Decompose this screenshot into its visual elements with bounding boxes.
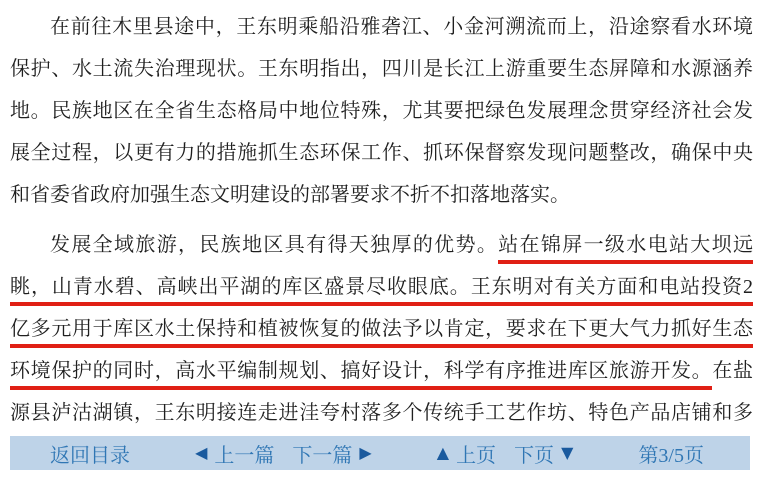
- text-line: [10, 6, 753, 48]
- text-segment: 保护、水土流失治理现状。王东明指出，四川是长江上游重要生态屏障和水源涵养: [10, 58, 753, 80]
- text-line: [10, 224, 753, 266]
- page-indicator: 第3/5页: [638, 444, 704, 467]
- text-line: [10, 350, 753, 392]
- text-line: [10, 132, 753, 174]
- prev-page-label: 上页: [456, 444, 497, 467]
- paragraph: [10, 224, 753, 434]
- red-underlined-text: 眺，山青水碧、高峡出平湖的库区盛景尽收眼底。王东明对有关方面和电站投资2: [10, 276, 753, 306]
- text-line: [10, 308, 753, 350]
- text-line: [10, 48, 753, 90]
- down-arrow-icon: ▼: [561, 443, 574, 462]
- text-line: [10, 90, 753, 132]
- text-segment: 展全过程，以更有力的措施抓生态环保工作、抓环保督察发现问题整改，确保中央: [10, 142, 753, 164]
- back-to-contents-label: 返回目录: [50, 444, 130, 467]
- up-arrow-icon: ▲: [436, 443, 450, 462]
- text-line: [10, 392, 753, 434]
- text-line: [10, 266, 753, 308]
- red-underlined-text: 亿多元用于库区水土保持和植被恢复的做法予以肯定，要求在下更大气力抓好生态: [10, 318, 753, 348]
- red-underlined-text: 站在锦屏一级水电站大坝远: [498, 234, 753, 264]
- prev-article-link[interactable]: [195, 439, 274, 468]
- text-segment: 发展全域旅游，民族地区具有得天独厚的优势。: [50, 234, 499, 256]
- prev-page-link[interactable]: [437, 439, 496, 468]
- text-line: [10, 174, 753, 216]
- reader-navbar: [10, 436, 750, 470]
- next-page-link[interactable]: [514, 439, 573, 468]
- text-segment: 和省委省政府加强生态文明建设的部署要求不折不扣落地落实。: [10, 184, 570, 206]
- back-to-contents-link[interactable]: [50, 439, 130, 468]
- left-arrow-icon: ◀: [195, 443, 208, 462]
- text-segment: 在盐: [712, 360, 754, 382]
- article-nav-group: [195, 439, 372, 468]
- next-article-label: 下一篇: [292, 444, 353, 467]
- text-segment: 地。民族地区在全省生态格局中地位特殊，尤其要把绿色发展理念贯穿经济社会发: [10, 100, 753, 122]
- next-page-label: 下页: [514, 444, 555, 467]
- right-arrow-icon: ▶: [359, 443, 372, 462]
- page-nav-group: [437, 439, 574, 468]
- next-article-link[interactable]: [292, 439, 371, 468]
- prev-article-label: 上一篇: [214, 444, 275, 467]
- paragraph: [10, 6, 753, 216]
- text-segment: 源县泸沽湖镇，王东明接连走进洼夸村落多个传统手工艺作坊、特色产品店铺和多: [10, 402, 753, 424]
- red-underlined-text: 环境保护的同时，高水平编制规划、搞好设计，科学有序推进库区旅游开发。: [10, 360, 712, 390]
- text-segment: 在前往木里县途中，王东明乘船沿雅砻江、小金河溯流而上，沿途察看水环境: [50, 16, 753, 38]
